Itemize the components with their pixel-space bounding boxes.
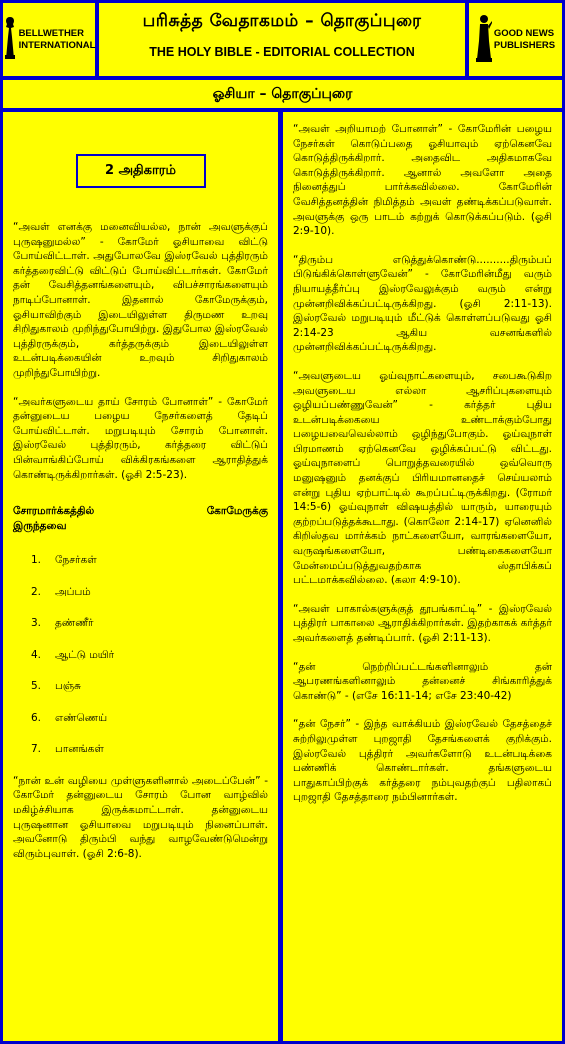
list-item-text: பானங்கள்	[55, 743, 104, 756]
list-heading-line2: இருந்தவை	[13, 519, 67, 532]
logo-left-line2: INTERNATIONAL	[18, 39, 96, 51]
list-heading-right: கோமேருக்கு	[206, 505, 268, 518]
list-item-number: 7.	[30, 743, 41, 756]
list-item	[3, 742, 278, 774]
list-item-number: 5.	[30, 680, 41, 693]
list-item	[3, 585, 278, 617]
title-panel	[99, 3, 465, 76]
list-item-text: எண்ணெய்	[55, 711, 108, 724]
section-subtitle: ஓசியா – தொகுப்புரை	[212, 86, 353, 102]
paragraph: “அவள் அறியாமற் போனாள்” - கோமேரின் பழைய நேசர்கள் கொடுப்பதை ஓசியாவும் ஏற்கெனவே கொடுத்திருக்கிறார். அதைவிட அதிகமாகவே கொடுத்திருக்கிறார். ஆனால் அவளோ அதை நினைத்துப் பார்க்கவில்லை. கோமேரின் வேசித்தனத்தின் நிமித்தம் அவள் தண்டிக்கப்படுவாள். அவளுக்கு ஒரு பாடம் கற்றுக் கொடுக்கப்படும். (ஓசி 2:9-10).	[293, 123, 552, 238]
paragraph: “அவர்களுடைய தாய் சோரம் போனாள்” - கோமேர் தன்னுடைய பழைய நேசர்களைத் தேடிப் போய்விட்டாள். மறுபடியும் சோரம் போனாள். இஸ்ரவேல் புத்திரரும், கர்த்தரை விட்டுப் பின்வாங்கிப்போய் விக்கிரகங்களை ஆராதித்துக் கொண்டிருக்கிறார்கள். (ஓசி 2:5-23).	[13, 395, 268, 481]
list-item	[3, 648, 278, 680]
list-item-number: 6.	[30, 711, 41, 724]
page-title-tamil: பரிசுத்த வேதாகமம் – தொகுப்புரை	[142, 11, 422, 31]
herald-icon	[476, 13, 492, 67]
ram-icon	[3, 15, 17, 65]
paragraph: “அவள் பாகால்களுக்குத் தூபங்காட்டி” - இஸ்ரவேல் புத்திரர் பாகாலை ஆராதிக்கிறார்கள். இதற்காகக் கர்த்தர் அவர்களைத் தண்டிப்பார். (ஓசி 2:11-13).	[293, 602, 552, 644]
paragraph: “அவள் எனக்கு மனைவியல்ல, நான் அவளுக்குப் புருஷனுமல்ல” - கோமேர் ஓசியாவை விட்டு போய்விட்டாள். அதுபோலவே இஸ்ரவேல் புத்திரரும் கர்த்தரைவிட்டு விட்டுப் போய்விட்டார்கள். கோமேர் தன் வேசித்தனங்களையும், விபச்சாரங்களையும் நாடிப்போனாள். இதனால் கோமேருக்கும், ஓசியாவிற்கும் இடையிலுள்ள திருமண உறவு சிறிதுகாலம் முறிந்துபோயிற்று. இதுபோல இஸ்ரவேல் புத்திரருக்கும், கர்த்தருக்கும் இடையிலுள்ள உடன்படிக்கையின் உறவும் சிறிதுகாலம் முறிந்துபோயிற்று.	[13, 221, 268, 379]
chapter-label: 2 அதிகாரம்	[76, 154, 206, 188]
list-item-text: ஆட்டு மயிர்	[55, 648, 115, 661]
logo-left-line1: BELLWETHER	[18, 27, 85, 39]
list-heading-left: சோரமார்க்கத்தில்	[13, 505, 95, 518]
logo-right-line1: GOOD NEWS	[493, 27, 555, 39]
page-title-english: THE HOLY BIBLE - EDITORIAL COLLECTION	[149, 45, 415, 59]
list-item-number: 1.	[30, 554, 41, 567]
paragraph: “அவளுடைய ஓய்வுநாட்களையும், சபைகூடுகிற அவளுடைய எல்லா ஆசரிப்புகளையும் ஒழியப்பண்ணுவேன்” - கர்த்தர் புதிய உடன்படிக்கையை உண்டாக்கும்போது பழையவைவெல்லாம் ஒழிந்துபோகும். ஓய்வுநாள் பிரமாணம் ஏற்கெனவே ஒழிக்கப்பட்டு விட்டது. ஓய்வுநாளைப் பொறுத்தவரையில் ஒவ்வொரு மனுஷனும் தனக்குப் பிரியமானதைச் செய்யலாம் என்று புதிய ஏற்பாட்டில் கூறப்பட்டிருக்கிறது. (ரோமர் 14:5-6) ஓய்வுநாள் விஷயத்தில் யாரும், யாரையும் குற்றப்படுத்தக்கூடாது. (கொலோ 2:14-17) ஏனெனில் கிறிஸ்தவ மார்க்கம் நாட்களையோ, வாரங்களையோ, வருஷங்களையோ, பண்டிகைகளையோ மேன்மைப்படுத்துவதற்காக ஸ்தாபிக்கப் பட்டமாக்கவில்லை. (கலா 4:9-10).	[293, 369, 552, 587]
subtitle-panel	[3, 80, 562, 108]
list-item	[3, 679, 278, 711]
list-item-text: நேசர்கள்	[55, 554, 97, 567]
list-item	[3, 711, 278, 743]
bellwether-logo	[3, 3, 95, 76]
right-column	[283, 112, 562, 1041]
paragraph: “தன் நேசர்” - இந்த வாக்கியம் இஸ்ரவேல் தேசத்தைச் சுற்றிலுமுள்ள புறஜாதி தேசங்களைக் குறிக்கும். இஸ்ரவேல் புத்திரர் அவர்களோடு உடன்படிக்கை பண்ணிக் கொண்டார்கள். தங்களுடைய பாதுகாப்பிற்குக் கர்த்தரை நம்புவதற்குப் பதிலாகப் புறஜாதி தேசத்தாரை நம்பினார்கள்.	[293, 718, 552, 804]
list-item-number: 4.	[30, 648, 41, 661]
paragraph: “தன் நெற்றிப்பட்டங்களினாலும் தன் ஆபரணங்களினாலும் தன்னைச் சிங்காரித்துக் கொண்டு” - (எசே 16:11-14; எசே 23:40-42)	[293, 660, 552, 702]
list-item	[3, 553, 278, 585]
list-item-text: அப்பம்	[55, 585, 91, 598]
list-item-text: பஞ்சு	[55, 680, 81, 693]
list-heading	[3, 504, 278, 519]
list-item	[3, 616, 278, 648]
item-list	[3, 553, 278, 774]
logo-right-line2: PUBLISHERS	[493, 39, 556, 51]
paragraph: “திரும்ப எடுத்துக்கொண்டு..........திரும்பப் பிடுங்கிக்கொள்ளுவேன்” - கோமேரின்மீது வரும் நியாயத்தீர்ப்பு இஸ்ரவேலுக்கும் வரும் என்று முன்னறிவிக்கப்பட்டிருக்கிறது. (ஓசி 2:11-13). இஸ்ரவேல் மறுபடியும் மீட்டுக் கொள்ளப்படுவது ஓசி 2:14-23 ஆகிய வசனங்களில் முன்னறிவிக்கப்பட்டிருக்கிறது.	[293, 253, 552, 354]
paragraph: “நான் உன் வழியை முள்ளுகளினால் அடைப்பேன்” - கோமேர் தன்னுடைய சோரம் போன வாழ்வில் மகிழ்ச்சியாக இருக்கமாட்டாள். தன்னுடைய புருஷனான ஓசியாவை மறுபடியும் நினைப்பாள். அவனோடு திரும்பி வந்து வாழவேண்டுமென்று விரும்புவாள். (ஓசி 2:6-8).	[13, 774, 268, 860]
list-item-text: தண்ணீர்	[55, 617, 94, 630]
list-item-number: 2.	[30, 585, 41, 598]
list-item-number: 3.	[30, 617, 41, 630]
good-news-logo	[469, 3, 562, 76]
left-column	[3, 112, 278, 1041]
